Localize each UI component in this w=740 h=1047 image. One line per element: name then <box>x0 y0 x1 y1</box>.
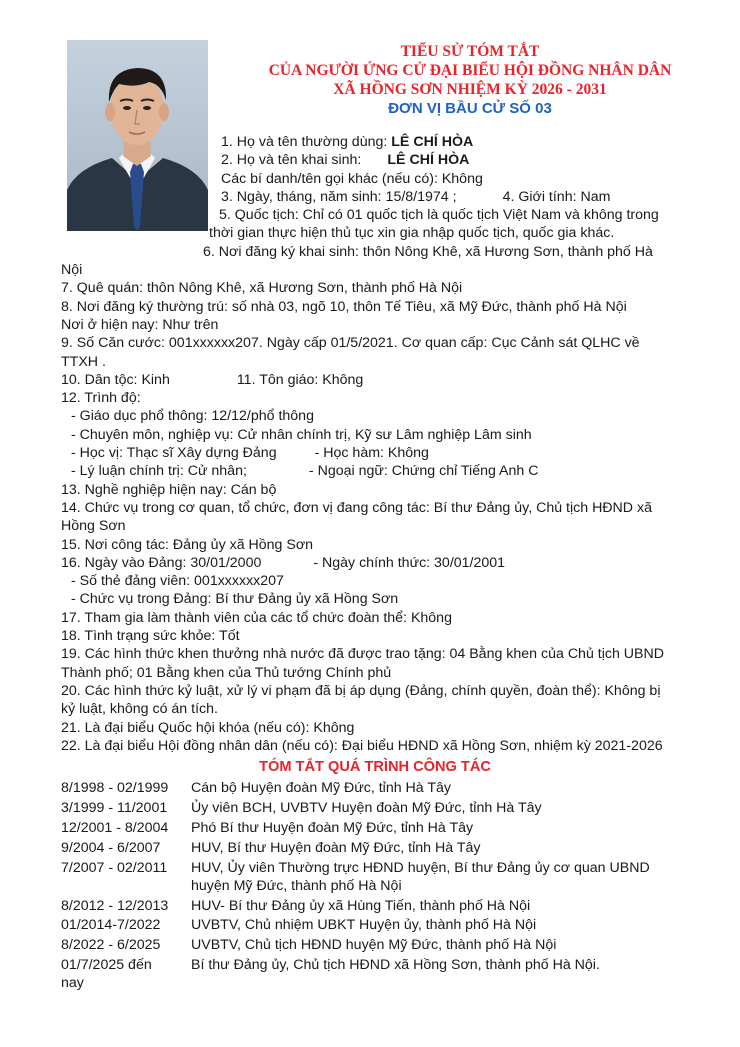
religion: 11. Tôn giáo: Không <box>236 371 364 388</box>
career-row <box>61 799 689 817</box>
career-description: HUV- Bí thư Đảng ủy xã Hùng Tiến, thành phố Hà Nội <box>191 897 531 914</box>
item-degree-title <box>61 444 689 462</box>
item-political-language <box>61 462 689 480</box>
item-national-assembly: 21. Là đại biểu Quốc hội khóa (nếu có): Không <box>61 719 355 736</box>
item-organizations: 17. Tham gia làm thành viên của các tổ chức đoàn thể: Không <box>61 609 452 626</box>
political-theory: - Lý luận chính trị: Cử nhân; <box>71 463 247 480</box>
item-occupation: 13. Nghề nghiệp hiện nay: Cán bộ <box>61 481 277 498</box>
item-id-card: 9. Số Căn cước: 001xxxxxx207. Ngày cấp 01/5/2021. Cơ quan cấp: Cục Cảnh sát QLHC về <box>61 335 640 352</box>
career-description: Bí thư Đảng ủy, Chủ tịch HĐND xã Hồng Sơn, thành phố Hà Nội. <box>191 957 600 974</box>
career-period: 7/2007 - 02/2011 <box>61 859 168 876</box>
document-title: TIỂU SỬ TÓM TẮT <box>400 43 540 60</box>
item-discipline-2: kỷ luật, không có án tích. <box>61 701 218 718</box>
item-general-education: - Giáo dục phổ thông: 12/12/phổ thông <box>71 408 314 425</box>
dob: 3. Ngày, tháng, năm sinh: 15/8/1974 ; <box>221 188 457 205</box>
career-row <box>61 897 689 915</box>
career-description: Phó Bí thư Huyện đoàn Mỹ Đức, tỉnh Hà Tây <box>191 819 474 836</box>
career-period: 01/7/2025 đến nay <box>61 957 152 992</box>
career-description: Cán bộ Huyện đoàn Mỹ Đức, tỉnh Hà Tây <box>191 780 452 797</box>
item-alias: Các bí danh/tên gọi khác (nếu có): Không <box>221 170 483 187</box>
term-title: XÃ HỒNG SƠN NHIỆM KỲ 2026 - 2031 <box>333 81 607 98</box>
item-party-admission <box>61 554 689 572</box>
item-birth-registration: 6. Nơi đăng ký khai sinh: thôn Nông Khê, xã Hương Sơn, thành phố Hà <box>203 243 653 260</box>
party-official-date: - Ngày chính thức: 30/01/2001 <box>313 554 506 571</box>
career-description: HUV, Bí thư Huyện đoàn Mỹ Đức, tỉnh Hà Tây <box>191 839 481 856</box>
career-period: 9/2004 - 6/2007 <box>61 839 161 856</box>
item-health: 18. Tình trạng sức khỏe: Tốt <box>61 628 240 645</box>
item-party-position: - Chức vụ trong Đảng: Bí thư Đảng ủy xã Hồng Sơn <box>71 591 399 608</box>
document-header <box>230 42 710 118</box>
career-period: 3/1999 - 11/2001 <box>61 800 168 817</box>
item-id-card-2: TTXH . <box>61 353 106 370</box>
career-row <box>61 916 689 934</box>
party-join-date: 16. Ngày vào Đảng: 30/01/2000 <box>61 554 262 571</box>
item-birth-name: 2. Họ và tên khai sinh: LÊ CHÍ HÒA <box>221 152 470 169</box>
item-people-council: 22. Là đại biểu Hội đồng nhân dân (nếu có): Đại biểu HĐND xã Hồng Sơn, nhiệm kỳ 2021-2026 <box>61 737 663 754</box>
career-row <box>61 839 689 857</box>
item-workplace: 15. Nơi công tác: Đảng ủy xã Hồng Sơn <box>61 536 314 553</box>
career-row <box>61 936 689 954</box>
academic-title: - Học hàm: Không <box>314 445 429 462</box>
item-birth-registration-2: Nội <box>61 262 83 279</box>
item-hometown: 7. Quê quán: thôn Nông Khê, xã Hương Sơn, thành phố Hà Nội <box>61 280 463 297</box>
career-period: 8/1998 - 02/1999 <box>61 780 169 797</box>
document-subtitle: CỦA NGƯỜI ỨNG CỬ ĐẠI BIỂU HỘI ĐỒNG NHÂN DÂN <box>268 62 672 79</box>
item-professional: - Chuyên môn, nghiệp vụ: Cử nhân chính trị, Kỹ sư Lâm nghiệp Lâm sinh <box>71 426 532 443</box>
item-party-card: - Số thẻ đảng viên: 001xxxxxx207 <box>71 573 284 590</box>
career-section-title: TÓM TẮT QUÁ TRÌNH CÔNG TÁC <box>259 759 491 776</box>
item-nationality-2: thời gian thực hiện thủ tục xin gia nhập quốc tịch, quốc gia khác. <box>209 225 615 242</box>
ethnicity: 10. Dân tộc: Kinh <box>61 371 170 388</box>
item-common-name: 1. Họ và tên thường dùng: LÊ CHÍ HÒA <box>221 134 474 150</box>
item-dob-gender <box>61 188 689 206</box>
career-description: UVBTV, Chủ nhiệm UBKT Huyện ủy, thành phố Hà Nội <box>191 917 537 934</box>
item-discipline: 20. Các hình thức kỷ luật, xử lý vi phạm đã bị áp dụng (Đảng, chính quyền, đoàn thể): Không bị <box>61 682 661 699</box>
item-education: 12. Trình độ: <box>61 390 141 407</box>
foreign-language: - Ngoại ngữ: Chứng chỉ Tiếng Anh C <box>308 463 539 480</box>
degree: - Học vị: Thạc sĩ Xây dựng Đảng <box>71 445 277 462</box>
career-list <box>61 779 689 992</box>
gender: 4. Giới tính: Nam <box>502 188 611 205</box>
career-row <box>61 956 689 993</box>
item-ethnicity-religion <box>61 371 689 389</box>
career-period: 01/2014-7/2022 <box>61 917 161 934</box>
item-current-residence: Nơi ở hiện nay: Như trên <box>61 316 219 333</box>
career-row <box>61 819 689 837</box>
item-awards: 19. Các hình thức khen thưởng nhà nước đã được trao tặng: 04 Bằng khen của Chủ tịch UBND <box>61 646 665 663</box>
common-name-value: LÊ CHÍ HÒA <box>391 134 474 150</box>
item-position-2: Hồng Sơn <box>61 518 126 535</box>
career-description: UVBTV, Chủ tịch HĐND huyện Mỹ Đức, thành phố Hà Nội <box>191 937 557 954</box>
career-row <box>61 779 689 797</box>
item-awards-2: Thành phố; 01 Bằng khen của Thủ tướng Chính phủ <box>61 664 392 681</box>
career-description: Ủy viên BCH, UVBTV Huyện đoàn Mỹ Đức, tỉnh Hà Tây <box>191 800 542 817</box>
career-period: 12/2001 - 8/2004 <box>61 819 169 836</box>
item-position: 14. Chức vụ trong cơ quan, tổ chức, đơn vị đang công tác: Bí thư Đảng ủy, Chủ tịch HĐND xã <box>61 499 652 516</box>
career-period: 8/2022 - 6/2025 <box>61 937 161 954</box>
biography-details <box>61 133 689 994</box>
item-permanent-residence: 8. Nơi đăng ký thường trú: số nhà 03, ngõ 10, thôn Tế Tiêu, xã Mỹ Đức, thành phố Hà Nội <box>61 298 627 315</box>
birth-name-value: LÊ CHÍ HÒA <box>387 152 470 169</box>
electoral-unit: ĐƠN VỊ BẦU CỬ SỐ 03 <box>388 100 552 117</box>
career-period: 8/2012 - 12/2013 <box>61 897 169 914</box>
career-description: HUV, Ủy viên Thường trực HĐND huyện, Bí thư Đảng ủy cơ quan UBND huyện Mỹ Đức, thành phố Hà Nội <box>191 859 650 894</box>
item-nationality-1: 5. Quốc tịch: Chỉ có 01 quốc tịch là quốc tịch Việt Nam và không trong <box>219 207 659 224</box>
career-row <box>61 859 689 896</box>
